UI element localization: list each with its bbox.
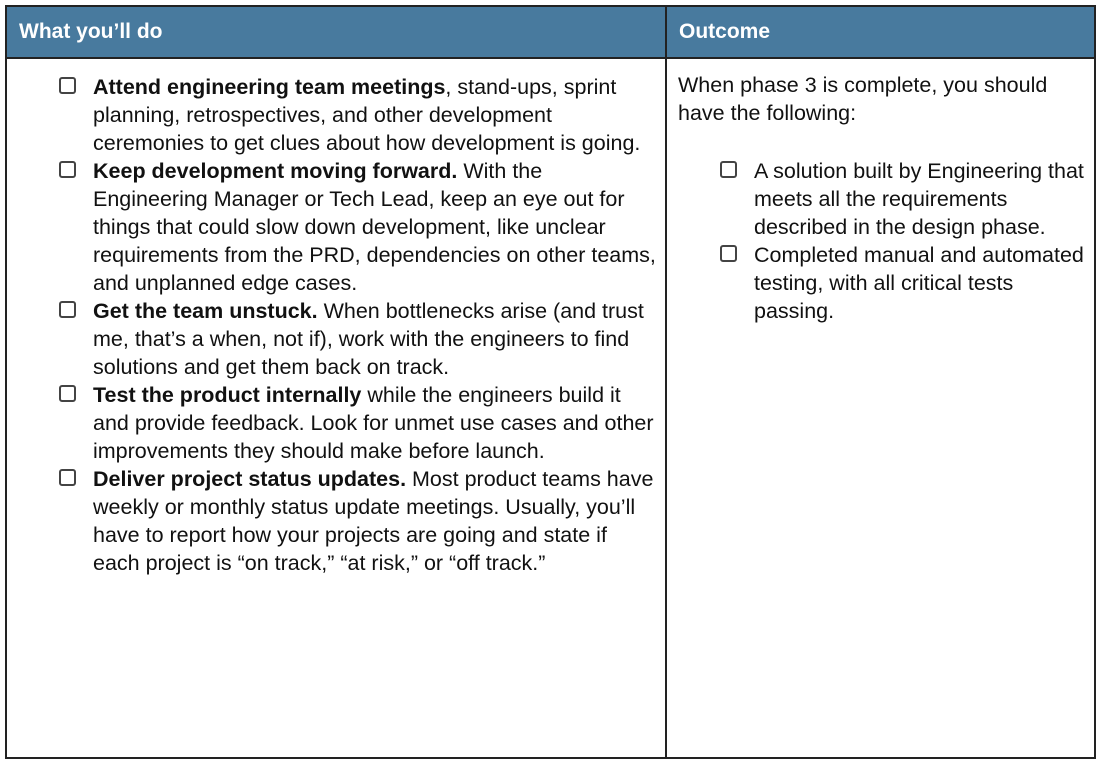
outcome-cell xyxy=(666,58,1095,758)
tasks-cell xyxy=(6,58,666,758)
outcome-intro: When phase 3 is complete, you should have the following: xyxy=(678,73,1048,125)
task-title: Deliver project status updates. xyxy=(93,467,407,491)
outcome-item xyxy=(718,157,1084,241)
task-text: When bottlenecks arise (and trust me, that’s a when, not if), work with the engineers to find solutions and get them back on track. xyxy=(93,299,644,379)
header-what-youll-do: What you’ll do xyxy=(6,6,666,58)
task-text: Most product teams have weekly or monthly status update meetings. Usually, you’ll have to report how your projects are going and state if each project is “on track,” “at risk,” or “off track.” xyxy=(93,467,654,575)
outcome-text: Completed manual and automated testing, with all critical tests passing. xyxy=(754,243,1084,323)
task-title: Get the team unstuck. xyxy=(93,299,318,323)
task-title: Keep development moving forward. xyxy=(93,159,458,183)
phase-table xyxy=(5,5,1096,759)
task-item xyxy=(57,157,657,297)
task-text: while the engineers build it and provide feedback. Look for unmet use cases and other improvements they should make before launch. xyxy=(93,383,654,463)
task-list xyxy=(57,73,657,577)
task-item xyxy=(57,381,657,465)
task-text: , stand-ups, sprint planning, retrospectives, and other development ceremonies to get clues about how development is going. xyxy=(93,75,641,155)
task-item xyxy=(57,73,657,157)
checkbox[interactable] xyxy=(59,77,76,94)
task-title: Attend engineering team meetings xyxy=(93,75,446,99)
checkbox[interactable] xyxy=(59,385,76,402)
checkbox[interactable] xyxy=(59,301,76,318)
outcome-text: A solution built by Engineering that meets all the requirements described in the design phase. xyxy=(754,159,1084,239)
task-item xyxy=(57,297,657,381)
task-item xyxy=(57,465,657,577)
header-outcome: Outcome xyxy=(666,6,1095,58)
checkbox[interactable] xyxy=(720,161,737,178)
checkbox[interactable] xyxy=(59,469,76,486)
task-text: With the Engineering Manager or Tech Lead, keep an eye out for things that could slow down development, like unclear requirements from the PRD, dependencies on other teams, and unplanned edge cases. xyxy=(93,159,656,295)
task-title: Test the product internally xyxy=(93,383,362,407)
checkbox[interactable] xyxy=(720,245,737,262)
outcome-item xyxy=(718,241,1084,325)
checkbox[interactable] xyxy=(59,161,76,178)
outcome-list xyxy=(718,157,1084,325)
